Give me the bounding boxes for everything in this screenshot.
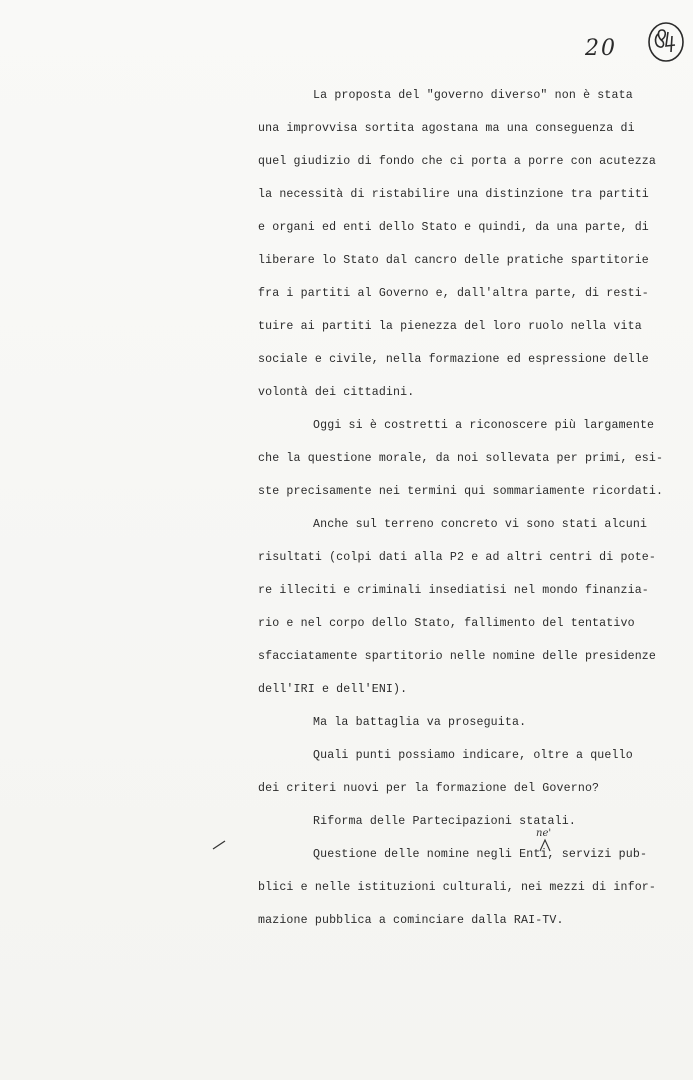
text-line: risultati (colpi dati alla P2 e ad altri centri di pote- [258,551,657,564]
text-line: dell'IRI e dell'ENI). [258,683,408,696]
text-line: e organi ed enti dello Stato e quindi, da una parte, di [258,221,649,234]
text-line: blici e nelle istituzioni culturali, nei mezzi di infor- [258,881,657,894]
text-line: quel giudizio di fondo che ci porta a porre con acutezza [258,155,657,168]
text-line: la necessità di ristabilire una distinzione tra partiti [258,188,649,201]
text-line: La proposta del "governo diverso" non è stata [313,89,633,102]
text-line: re illeciti e criminali insediatisi nel mondo finanzia- [258,584,649,597]
text-line: fra i partiti al Governo e, dall'altra parte, di resti- [258,287,649,300]
text-line: Ma la battaglia va proseguita. [313,716,527,729]
text-line: sfacciatamente spartitorio nelle nomine delle presidenze [258,650,657,663]
insertion-caret-icon [539,838,551,852]
text-line: Quali punti possiamo indicare, oltre a quello [313,749,633,762]
archive-stamp-icon [645,20,685,64]
text-line: Anche sul terreno concreto vi sono stati alcuni [313,518,648,531]
text-line: Questione delle nomine negli Enti, servizi pub- [313,848,648,861]
text-line: che la questione morale, da noi sollevata per primi, esi- [258,452,664,465]
text-line: Riforma delle Partecipazioni statali. [313,815,576,828]
text-line: mazione pubblica a cominciare dalla RAI-TV. [258,914,564,927]
text-line: tuire ai partiti la pienezza del loro ruolo nella vita [258,320,642,333]
text-line: una improvvisa sortita agostana ma una conseguenza di [258,122,635,135]
page-number: 20 [585,36,617,61]
margin-tick-mark [212,840,226,850]
text-line: volontà dei cittadini. [258,386,415,399]
text-line: liberare lo Stato dal cancro delle pratiche spartitorie [258,254,649,267]
text-line: rio e nel corpo dello Stato, fallimento del tentativo [258,617,635,630]
text-line: sociale e civile, nella formazione ed espressione delle [258,353,649,366]
text-line: dei criteri nuovi per la formazione del Governo? [258,782,600,795]
handwritten-insertion: ne' [536,828,552,839]
text-line: Oggi si è costretti a riconoscere più largamente [313,419,655,432]
text-line: ste precisamente nei termini qui sommariamente ricordati. [258,485,664,498]
